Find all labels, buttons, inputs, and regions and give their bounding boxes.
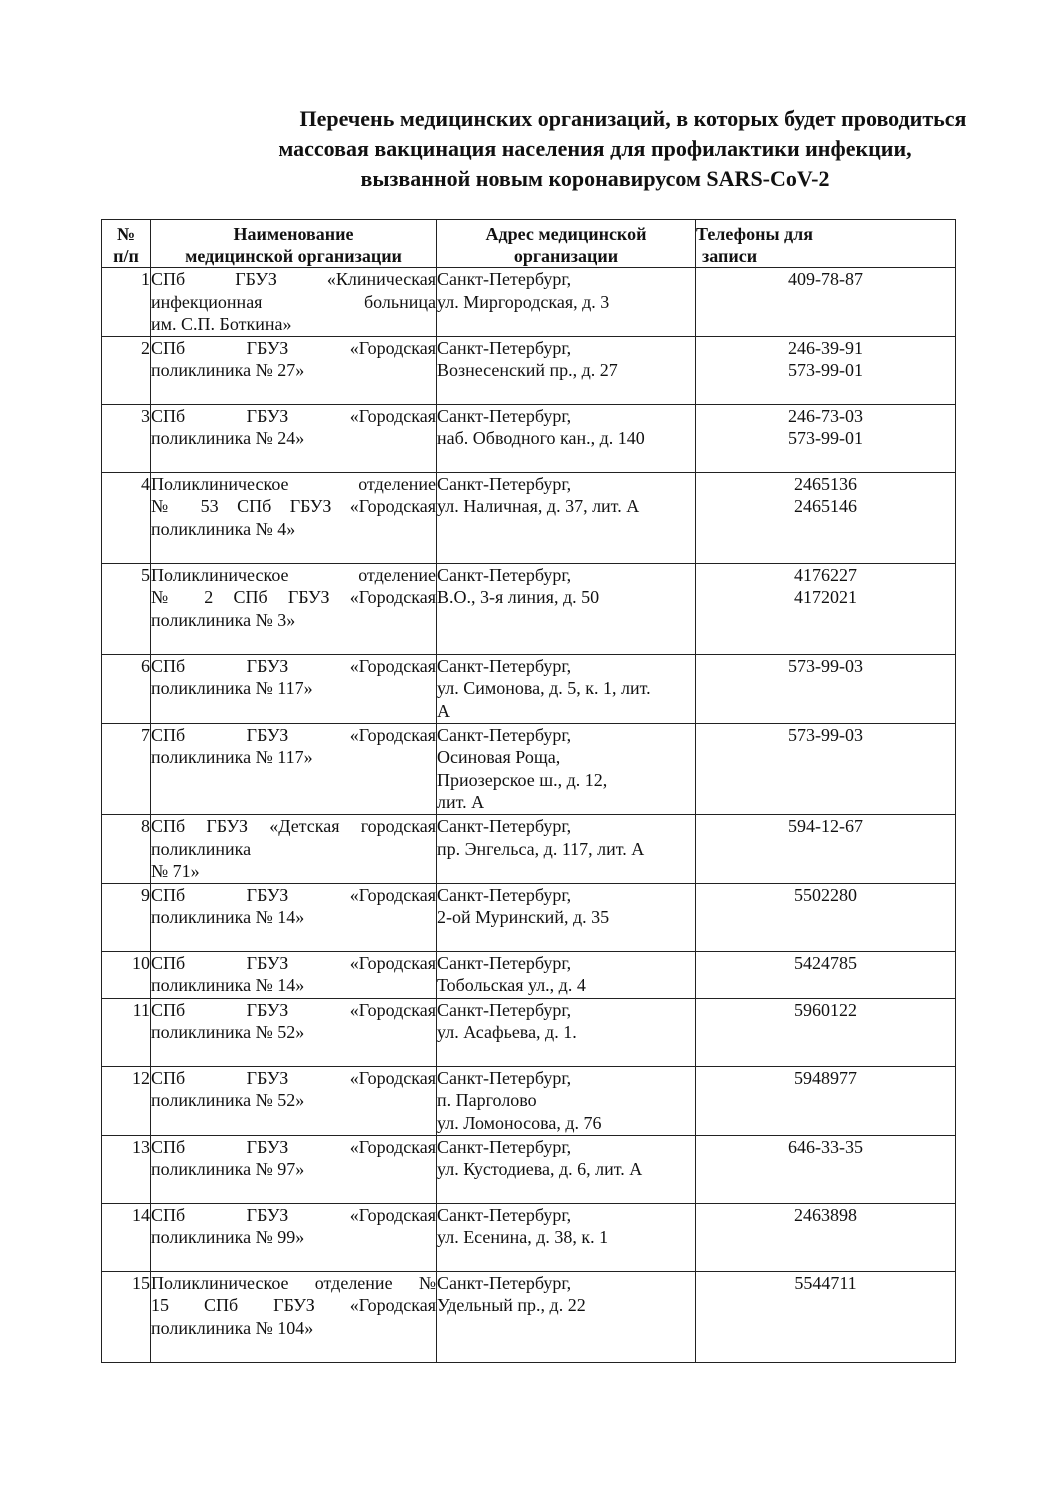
row-number: 14 (102, 1203, 151, 1271)
row-number: 2 (102, 336, 151, 404)
address-line: Санкт-Петербург, (437, 564, 572, 585)
table-row (102, 268, 956, 337)
name-line: Поликлиническое отделение (151, 473, 436, 494)
row-number: 11 (102, 998, 151, 1066)
phone-number: 573-99-01 (788, 360, 863, 381)
organization-address (437, 1066, 696, 1135)
address-line: ул. Миргородская, д. 3 (437, 291, 610, 312)
address-line: ул. Ломоносова, д. 76 (437, 1112, 602, 1133)
address-line: Санкт-Петербург, (437, 269, 572, 289)
address-line: Осиновая Роща, (437, 747, 561, 768)
organization-address (437, 723, 696, 814)
row-number: 8 (102, 814, 151, 883)
organization-address (437, 404, 696, 472)
header-line: Телефоны для (696, 224, 813, 244)
phone-numbers (696, 883, 956, 951)
title-line: Перечень медицинских организаций, в которых будет проводиться (299, 106, 967, 131)
phone-numbers (696, 268, 956, 337)
address-line: Санкт-Петербург, (437, 724, 572, 745)
phone-numbers (696, 472, 956, 563)
name-line: 15 СПб ГБУЗ «Городская (151, 1295, 436, 1316)
address-line: Санкт-Петербург, (437, 1136, 572, 1157)
name-line: СПб ГБУЗ «Городская (151, 952, 436, 973)
address-line: ул. Кустодиева, д. 6, лит. А (437, 1159, 643, 1180)
organization-name (151, 814, 437, 883)
phone-number: 4172021 (794, 587, 857, 608)
name-line: поликлиника № 52» (151, 1022, 305, 1043)
table-row (102, 883, 956, 951)
phone-number: 5502280 (794, 884, 857, 905)
header-line: Адрес медицинской (485, 224, 647, 244)
name-line: Поликлиническое отделение № (151, 1272, 436, 1293)
address-line: п. Парголово (437, 1090, 537, 1111)
phone-numbers (696, 654, 956, 723)
phone-numbers (696, 1066, 956, 1135)
organization-name (151, 1135, 437, 1203)
name-line: поликлиника № 3» (151, 609, 296, 630)
name-line: СПб ГБУЗ «Городская (151, 405, 436, 426)
name-line: поликлиника № 99» (151, 1227, 305, 1248)
address-line: лит. А (437, 792, 485, 813)
organization-address (437, 336, 696, 404)
table-row (102, 336, 956, 404)
name-line: СПб ГБУЗ «Городская (151, 1067, 436, 1088)
header-name (151, 220, 437, 268)
table-row (102, 654, 956, 723)
name-line: поликлиника № 117» (151, 747, 313, 768)
organization-name (151, 404, 437, 472)
row-number: 9 (102, 883, 151, 951)
organizations-table (101, 219, 956, 1363)
name-line: СПб ГБУЗ «Городская (151, 1136, 436, 1157)
phone-numbers (696, 814, 956, 883)
row-number: 7 (102, 723, 151, 814)
row-number: 1 (102, 268, 151, 337)
header-line: № (116, 224, 136, 244)
address-line: В.О., 3-я линия, д. 50 (437, 587, 600, 608)
organization-name (151, 1066, 437, 1135)
phone-number: 573-99-03 (788, 655, 863, 676)
name-line: поликлиника № 14» (151, 907, 305, 928)
address-line: Санкт-Петербург, (437, 473, 572, 494)
header-line: п/п (113, 246, 139, 266)
row-number: 5 (102, 563, 151, 654)
address-line: Тобольская ул., д. 4 (437, 975, 586, 996)
organization-name (151, 472, 437, 563)
name-line: СПб ГБУЗ «Городская (151, 724, 436, 745)
phone-numbers (696, 998, 956, 1066)
name-line: поликлиника № 117» (151, 678, 313, 699)
phone-numbers (696, 1271, 956, 1362)
page-title (160, 104, 1030, 194)
phone-numbers (696, 1135, 956, 1203)
address-line: Санкт-Петербург, (437, 815, 572, 836)
name-line: № 2 СПб ГБУЗ «Городская (151, 587, 436, 608)
name-line: поликлиника № 14» (151, 975, 305, 996)
phone-numbers (696, 563, 956, 654)
address-line: Санкт-Петербург, (437, 655, 572, 676)
phone-numbers (696, 336, 956, 404)
name-line: им. С.П. Боткина» (151, 314, 292, 335)
name-line: СПб ГБУЗ «Клиническая (151, 269, 436, 289)
name-line: поликлиника № 104» (151, 1317, 314, 1338)
phone-numbers (696, 951, 956, 998)
name-line: СПб ГБУЗ «Городская (151, 337, 436, 358)
phone-number: 5544711 (794, 1272, 857, 1293)
address-line: Санкт-Петербург, (437, 952, 572, 973)
table-body (102, 268, 956, 1363)
phone-numbers (696, 723, 956, 814)
phone-number: 573-99-01 (788, 428, 863, 449)
row-number: 6 (102, 654, 151, 723)
address-line: Санкт-Петербург, (437, 405, 572, 426)
phone-number: 5948977 (794, 1067, 857, 1088)
table-row (102, 998, 956, 1066)
organization-address (437, 1271, 696, 1362)
phone-number: 646-33-35 (788, 1136, 863, 1157)
address-line: Вознесенский пр., д. 27 (437, 360, 618, 381)
address-line: Удельный пр., д. 22 (437, 1295, 586, 1316)
header-line: Наименование (233, 224, 354, 244)
name-line: поликлиника № 52» (151, 1090, 305, 1111)
organization-name (151, 951, 437, 998)
organization-address (437, 814, 696, 883)
phone-number: 5424785 (794, 952, 857, 973)
address-line: 2-ой Муринский, д. 35 (437, 907, 610, 928)
header-line: организации (513, 246, 619, 266)
name-line: поликлиника № 4» (151, 518, 296, 539)
organization-name (151, 563, 437, 654)
address-line: Санкт-Петербург, (437, 999, 572, 1020)
phone-number: 2465146 (794, 496, 857, 517)
organization-name (151, 336, 437, 404)
title-line: массовая вакцинация населения для профилактики инфекции, (278, 136, 912, 161)
table-row (102, 1066, 956, 1135)
name-line: СПб ГБУЗ «Детская городская (151, 815, 436, 836)
address-line: Санкт-Петербург, (437, 1272, 572, 1293)
row-number: 10 (102, 951, 151, 998)
organization-address (437, 1203, 696, 1271)
phone-numbers (696, 1203, 956, 1271)
address-line: пр. Энгельса, д. 117, лит. А (437, 838, 645, 859)
row-number: 4 (102, 472, 151, 563)
name-line: СПб ГБУЗ «Городская (151, 1204, 436, 1225)
table-row (102, 404, 956, 472)
phone-number: 246-73-03 (788, 405, 863, 426)
organization-address (437, 998, 696, 1066)
name-line: № 53 СПб ГБУЗ «Городская (151, 496, 436, 517)
name-line: Поликлиническое отделение (151, 564, 436, 585)
phone-number: 2463898 (794, 1204, 857, 1225)
phone-number: 573-99-03 (788, 724, 863, 745)
address-line: Санкт-Петербург, (437, 884, 572, 905)
organization-name (151, 1271, 437, 1362)
organization-address (437, 951, 696, 998)
table-row (102, 563, 956, 654)
address-line: ул. Асафьева, д. 1. (437, 1022, 577, 1043)
table-row (102, 723, 956, 814)
phone-number: 594-12-67 (788, 815, 863, 836)
organization-name (151, 268, 437, 337)
address-line: А (437, 700, 450, 721)
phone-numbers (696, 404, 956, 472)
phone-number: 4176227 (794, 564, 857, 585)
name-line: инфекционная больница (151, 291, 436, 312)
address-line: наб. Обводного кан., д. 140 (437, 428, 645, 449)
name-line: поликлиника № 97» (151, 1159, 305, 1180)
organization-address (437, 883, 696, 951)
table-row (102, 1203, 956, 1271)
table-row (102, 951, 956, 998)
address-line: Приозерское ш., д. 12, (437, 769, 608, 790)
row-number: 3 (102, 404, 151, 472)
phone-number: 2465136 (794, 473, 857, 494)
header-address (437, 220, 696, 268)
organization-address (437, 268, 696, 337)
phone-number: 246-39-91 (788, 337, 863, 358)
organization-address (437, 472, 696, 563)
organization-name (151, 998, 437, 1066)
row-number: 15 (102, 1271, 151, 1362)
row-number: 12 (102, 1066, 151, 1135)
organization-name (151, 1203, 437, 1271)
header-phones (696, 220, 956, 268)
name-line: СПб ГБУЗ «Городская (151, 655, 436, 676)
organization-address (437, 1135, 696, 1203)
title-line: вызванной новым коронавирусом SARS-CoV-2 (360, 166, 830, 191)
table-header-row (102, 220, 956, 268)
name-line: СПб ГБУЗ «Городская (151, 999, 436, 1020)
name-line: поликлиника № 27» (151, 360, 305, 381)
address-line: Санкт-Петербург, (437, 1204, 572, 1225)
table-row (102, 814, 956, 883)
name-line: поликлиника № 24» (151, 428, 305, 449)
address-line: ул. Есенина, д. 38, к. 1 (437, 1227, 609, 1248)
table-row (102, 1271, 956, 1362)
name-line: СПб ГБУЗ «Городская (151, 884, 436, 905)
table-row (102, 1135, 956, 1203)
row-number: 13 (102, 1135, 151, 1203)
name-line: № 71» (151, 861, 200, 882)
address-line: ул. Симонова, д. 5, к. 1, лит. (437, 678, 651, 699)
address-line: ул. Наличная, д. 37, лит. А (437, 496, 640, 517)
organization-address (437, 654, 696, 723)
header-line: медицинской организации (185, 246, 402, 266)
organization-name (151, 883, 437, 951)
organization-name (151, 723, 437, 814)
name-line: поликлиника (151, 838, 252, 859)
phone-number: 409-78-87 (788, 269, 863, 289)
header-number (102, 220, 151, 268)
organization-address (437, 563, 696, 654)
table-row (102, 472, 956, 563)
address-line: Санкт-Петербург, (437, 1067, 572, 1088)
phone-number: 5960122 (794, 999, 857, 1020)
organization-name (151, 654, 437, 723)
header-line: записи (702, 246, 758, 266)
address-line: Санкт-Петербург, (437, 337, 572, 358)
